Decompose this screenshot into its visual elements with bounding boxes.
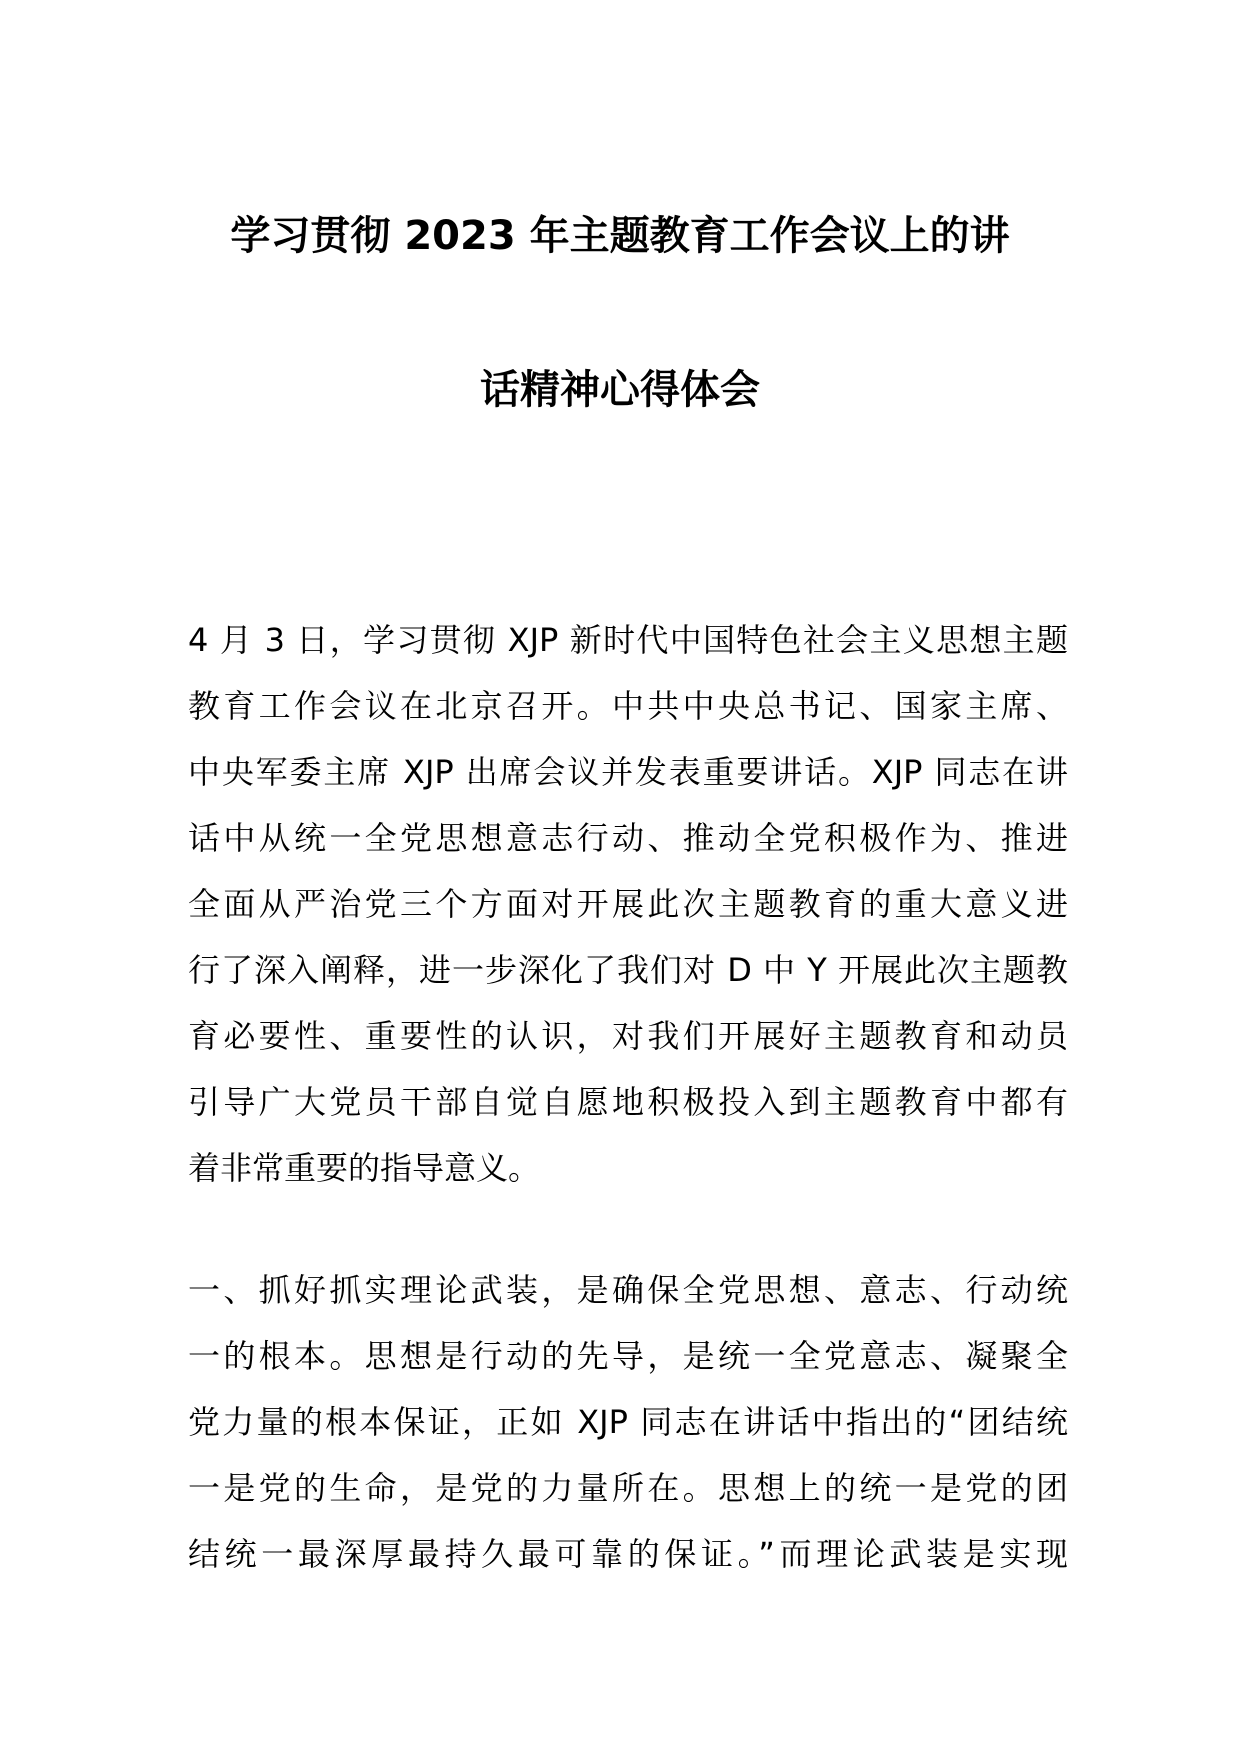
- paragraph-line: 4 月 3 日，学习贯彻 XJP 新时代中国特色社会主义思想主题: [188, 621, 1068, 659]
- paragraph-line: 全面从严治党三个方面对开展此次主题教育的重大意义进: [188, 885, 1068, 923]
- paragraph-line: 教育工作会议在北京召开。中共中央总书记、国家主席、: [188, 687, 1068, 725]
- paragraph-intro: [188, 607, 1068, 1201]
- paragraph-line: 中央军委主席 XJP 出席会议并发表重要讲话。XJP 同志在讲: [188, 753, 1068, 791]
- document-title-line-1: 学习贯彻 2023 年主题教育工作会议上的讲: [230, 213, 1010, 259]
- paragraph-line: 结统一最深厚最持久最可靠的保证。”而理论武装是实现: [188, 1535, 1068, 1573]
- document-title-line-2: 话精神心得体会: [480, 367, 760, 413]
- paragraph-line: 着非常重要的指导意义。: [188, 1149, 541, 1187]
- paragraph-line: 引导广大党员干部自觉自愿地积极投入到主题教育中都有: [188, 1083, 1068, 1121]
- paragraph-line: 话中从统一全党思想意志行动、推动全党积极作为、推进: [188, 819, 1068, 857]
- paragraph-line: 一的根本。思想是行动的先导，是统一全党意志、凝聚全: [188, 1337, 1068, 1375]
- paragraph-line: 党力量的根本保证，正如 XJP 同志在讲话中指出的“团结统: [188, 1403, 1068, 1441]
- paragraph-section-one: [188, 1257, 1068, 1587]
- paragraph-line: 一是党的生命，是党的力量所在。思想上的统一是党的团: [188, 1469, 1068, 1507]
- paragraph-line: 一、抓好抓实理论武装，是确保全党思想、意志、行动统: [188, 1271, 1068, 1309]
- paragraph-line: 行了深入阐释，进一步深化了我们对 D 中 Y 开展此次主题教: [188, 951, 1068, 989]
- paragraph-line: 育必要性、重要性的认识，对我们开展好主题教育和动员: [188, 1017, 1068, 1055]
